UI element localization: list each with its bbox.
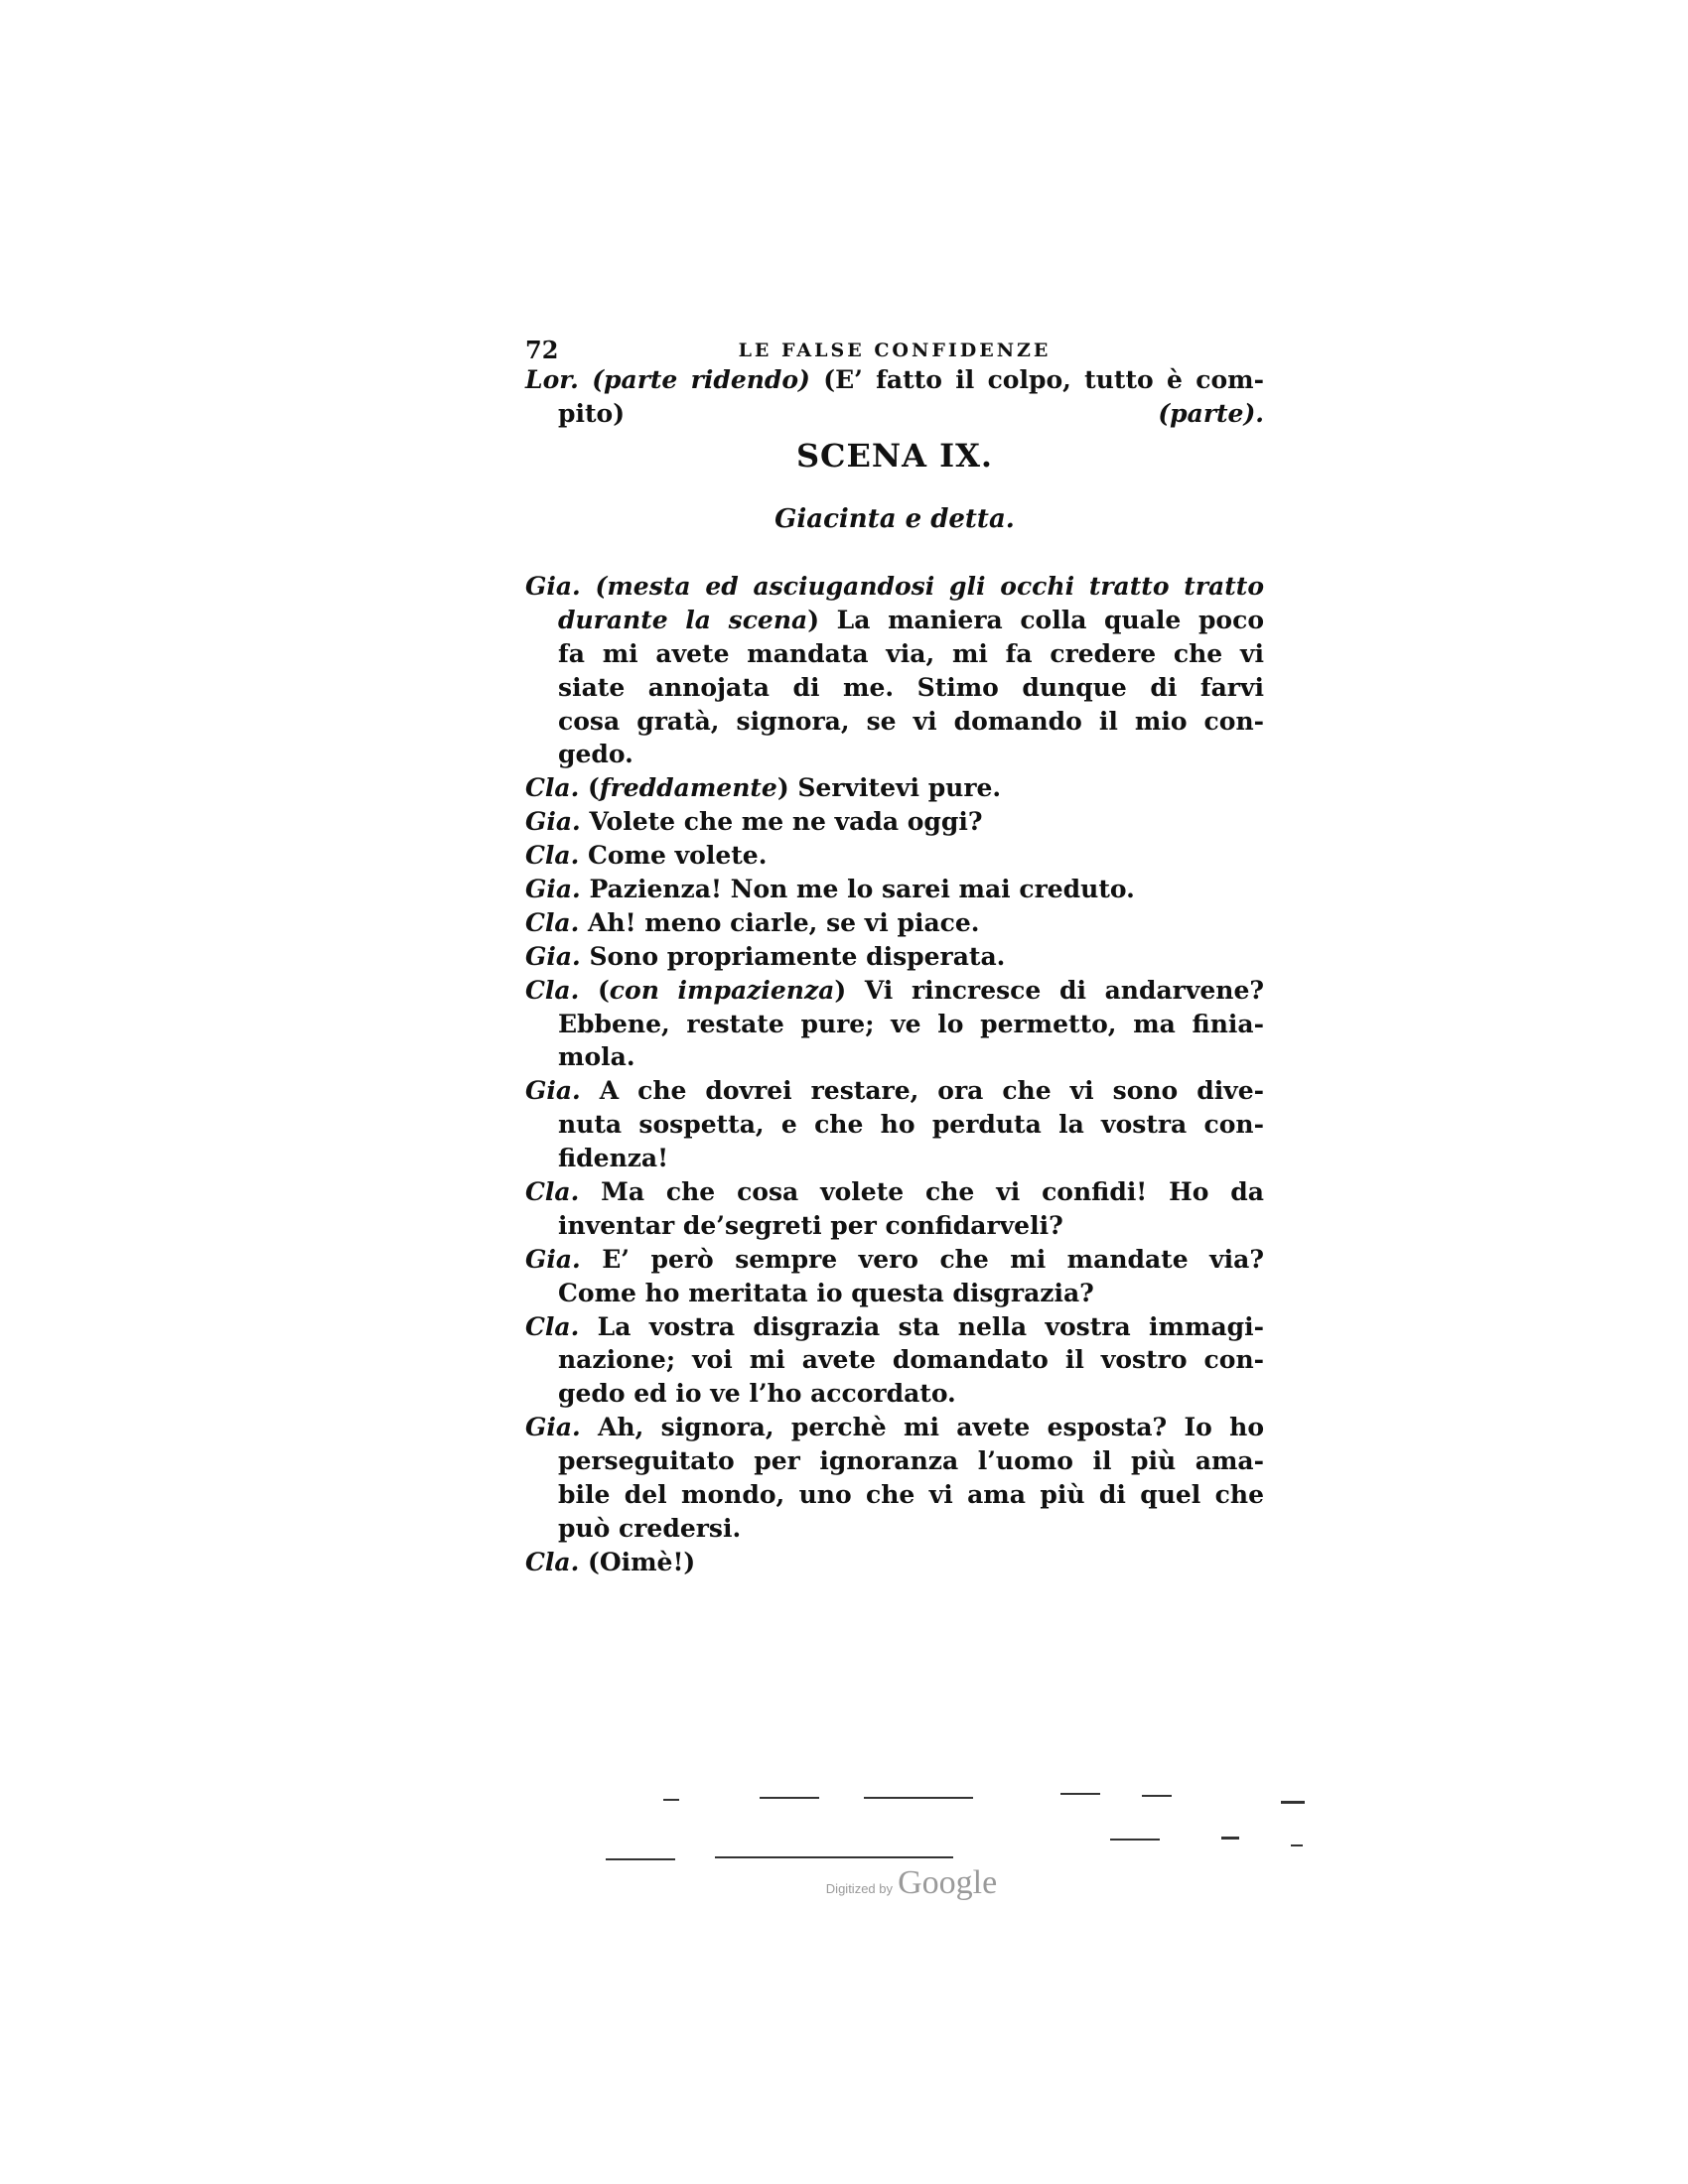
speech-line xyxy=(525,940,1264,974)
speech-text: pito) xyxy=(558,398,626,428)
speech-line xyxy=(525,1074,1264,1108)
speech-line xyxy=(525,974,1264,1008)
running-title: LE FALSE CONFIDENZE xyxy=(738,340,1052,361)
speech-text: Come volete. xyxy=(579,841,768,871)
text-line xyxy=(525,1343,1264,1377)
speech-line xyxy=(525,906,1264,940)
speech-text: gedo. xyxy=(558,740,633,769)
speech-text: E’ però sempre vero che mi mandate via? xyxy=(580,1244,1264,1274)
speech-text: nazione; voi mi avete domandato il vostro con- xyxy=(558,1345,1264,1375)
speech-text: nuta sospetta, e che ho perduta la vostra con- xyxy=(558,1110,1264,1140)
speech-line xyxy=(525,839,1264,873)
speech-text: ) Servitevi pure. xyxy=(776,773,1002,803)
speech-text: (Oimè!) xyxy=(579,1547,696,1576)
scene-title: SCENA IX. xyxy=(795,437,994,475)
text-line xyxy=(525,1277,1264,1310)
speech-text: bile del mondo, uno che vi ama più di quel che xyxy=(558,1480,1264,1510)
scan-mark xyxy=(663,1799,679,1801)
speaker-name: Cla. xyxy=(525,975,580,1005)
scan-mark xyxy=(606,1858,675,1860)
stage-direction: (mesta ed asciugandosi gli occhi tratto tratto xyxy=(580,572,1264,601)
text-line xyxy=(525,1040,1264,1074)
speech-text: (E’ fatto il colpo, tutto è com- xyxy=(809,365,1264,394)
speech-line xyxy=(525,771,1264,805)
speech-text: Ah, signora, perchè mi avete esposta? Io ho xyxy=(580,1413,1264,1442)
speech-text: La vostra disgrazia sta nella vostra immagi- xyxy=(579,1311,1264,1341)
text-line xyxy=(525,671,1264,705)
text-line xyxy=(525,604,1264,637)
speech-text: siate annojata di me. Stimo dunque di farvi xyxy=(558,672,1264,702)
speaker-name: Gia. xyxy=(525,1244,581,1274)
speech-text: Sono propriamente disperata. xyxy=(580,941,1006,971)
speech-text: Ebbene, restate pure; ve lo permetto, ma finia- xyxy=(558,1009,1264,1038)
speech-line xyxy=(525,873,1264,906)
text-line xyxy=(525,1142,1264,1175)
scan-mark xyxy=(715,1856,953,1858)
speech-text: inventar de’segreti per confidarveli? xyxy=(558,1210,1063,1240)
stage-direction: durante la scena xyxy=(558,605,808,634)
scan-mark xyxy=(1110,1839,1160,1841)
text-line xyxy=(525,1478,1264,1512)
text-line xyxy=(525,1377,1264,1411)
stage-direction: con impazienza xyxy=(609,975,835,1005)
text-line xyxy=(525,637,1264,671)
speech-text: mola. xyxy=(558,1042,635,1072)
speaker-name: Gia. xyxy=(525,572,581,601)
speech-text: ( xyxy=(579,773,600,803)
speech-line xyxy=(525,805,1264,839)
speaker-name: Cla. xyxy=(525,907,580,937)
speaker-name: Cla. xyxy=(525,1177,580,1207)
text-line xyxy=(525,1209,1264,1243)
scan-mark xyxy=(760,1797,819,1799)
speaker-name: Cla. xyxy=(525,1547,580,1576)
text-line xyxy=(525,1108,1264,1142)
speech-text: gedo ed io ve l’ho accordato. xyxy=(558,1379,956,1409)
stage-direction-exit: (parte). xyxy=(1158,399,1264,428)
speech-text: Ah! meno ciarle, se vi piace. xyxy=(579,907,980,937)
speech-text: fidenza! xyxy=(558,1144,669,1173)
speaker-name: Cla. xyxy=(525,773,580,803)
running-header xyxy=(525,336,1264,365)
scene-characters: Giacinta e detta. xyxy=(774,504,1015,534)
scan-mark xyxy=(864,1797,973,1799)
speech-line xyxy=(525,1243,1264,1277)
scan-mark xyxy=(1291,1844,1303,1846)
text-line xyxy=(525,738,1264,771)
speech-text: ( xyxy=(579,975,610,1005)
speaker-name: Cla. xyxy=(525,841,580,871)
speech-text: Come ho meritata io questa disgrazia? xyxy=(558,1278,1094,1307)
speech-text: ) La maniera colla quale poco xyxy=(807,605,1265,634)
speech-text: Ma che cosa volete che vi confidi! Ho da xyxy=(579,1177,1264,1207)
speech-text: Volete che me ne vada oggi? xyxy=(580,807,983,837)
speech-line xyxy=(525,1411,1264,1444)
speaker-name: Gia. xyxy=(525,1076,581,1106)
speech-line xyxy=(525,1310,1264,1344)
speech-text: ) Vi rincresce di andarvene? xyxy=(834,975,1264,1005)
scan-mark xyxy=(1221,1837,1239,1840)
speaker-name: Gia. xyxy=(525,941,581,971)
scan-mark xyxy=(1142,1795,1172,1797)
text-line xyxy=(525,1444,1264,1478)
speaker-name: Gia. xyxy=(525,1413,581,1442)
scan-mark xyxy=(1281,1801,1305,1804)
text-line xyxy=(525,1008,1264,1041)
page-number: 72 xyxy=(525,336,559,364)
speaker-name: Gia. xyxy=(525,875,581,904)
scan-mark xyxy=(1060,1793,1100,1795)
speech-line xyxy=(525,570,1264,604)
stage-direction: (parte ridendo) xyxy=(578,365,810,394)
speaker-name: Gia. xyxy=(525,807,581,837)
text-line xyxy=(525,1512,1264,1546)
watermark-prefix: Digitized by xyxy=(825,1881,893,1896)
speech-line xyxy=(525,1175,1264,1209)
speech-text: può credersi. xyxy=(558,1513,742,1543)
speaker-name: Cla. xyxy=(525,1311,580,1341)
speech-text: perseguitato per ignoranza l’uomo il più ama- xyxy=(558,1446,1264,1476)
text-line xyxy=(525,705,1264,739)
speech-line xyxy=(525,1546,1264,1579)
speech-text: cosa gratà, signora, se vi domando il mio con- xyxy=(558,706,1264,736)
speech-text: Pazienza! Non me lo sarei mai creduto. xyxy=(580,875,1135,904)
speech-line xyxy=(525,363,1264,397)
speaker-name: Lor. xyxy=(525,365,579,394)
digitized-by-google-watermark xyxy=(0,1864,1688,1902)
dialogue xyxy=(525,570,1264,1579)
watermark-brand: Google xyxy=(898,1864,998,1901)
stage-direction: freddamente xyxy=(599,773,777,803)
speech-text: A che dovrei restare, ora che vi sono dive- xyxy=(580,1076,1264,1106)
speech-text: fa mi avete mandata via, mi fa credere che vi xyxy=(558,638,1264,668)
